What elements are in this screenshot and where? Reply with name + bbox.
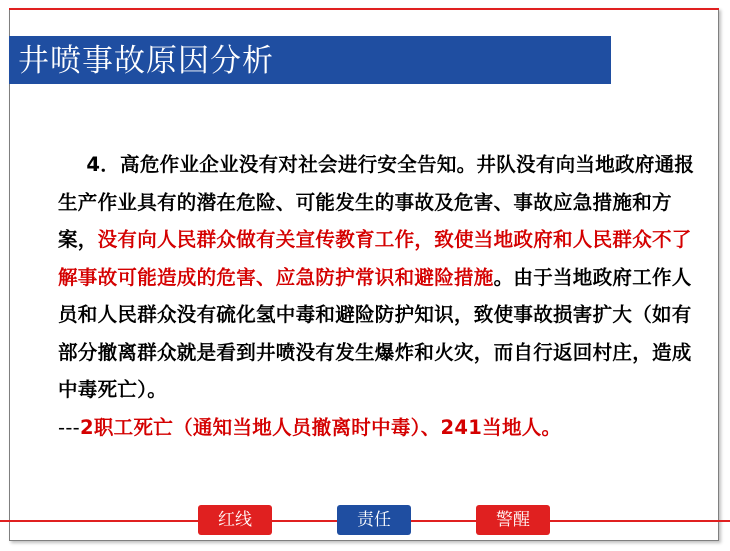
casualty-note: 2职工死亡（通知当地人员撤离时中毒）、241当地人。: [80, 415, 562, 439]
responsibility-tag: 责任: [337, 505, 411, 535]
body-text-highlight-red: 没有向人民群众做有关宣传教育工作，致使当地政府和人民群众不了解事故可能造成的危害、应急防护常识和避险措施: [58, 228, 692, 289]
red-line-tag: 红线: [198, 505, 272, 535]
body-text-part-1: 4．高危作业企业没有对社会进行安全告知。井队没有向当地政府通报生产作业具有的潜在危险、可能发生的事故及危害、事故应急措施和方案，: [58, 153, 695, 251]
top-accent-line: [9, 8, 719, 10]
body-text-part-3: 。由于当地政府工作人员和人民群众没有硫化氢中毒和避险防护知识，致使事故损害扩大（如有部分撤离群众就是看到井喷没有发生爆炸和火灾，而自行返回村庄，造成中毒死亡）。: [58, 265, 692, 401]
indent: [58, 153, 86, 176]
slide-title: 井喷事故原因分析: [18, 43, 274, 79]
casualty-prefix: ---: [58, 415, 81, 439]
body-paragraph: [58, 146, 698, 446]
alert-tag: 警醒: [476, 505, 550, 535]
